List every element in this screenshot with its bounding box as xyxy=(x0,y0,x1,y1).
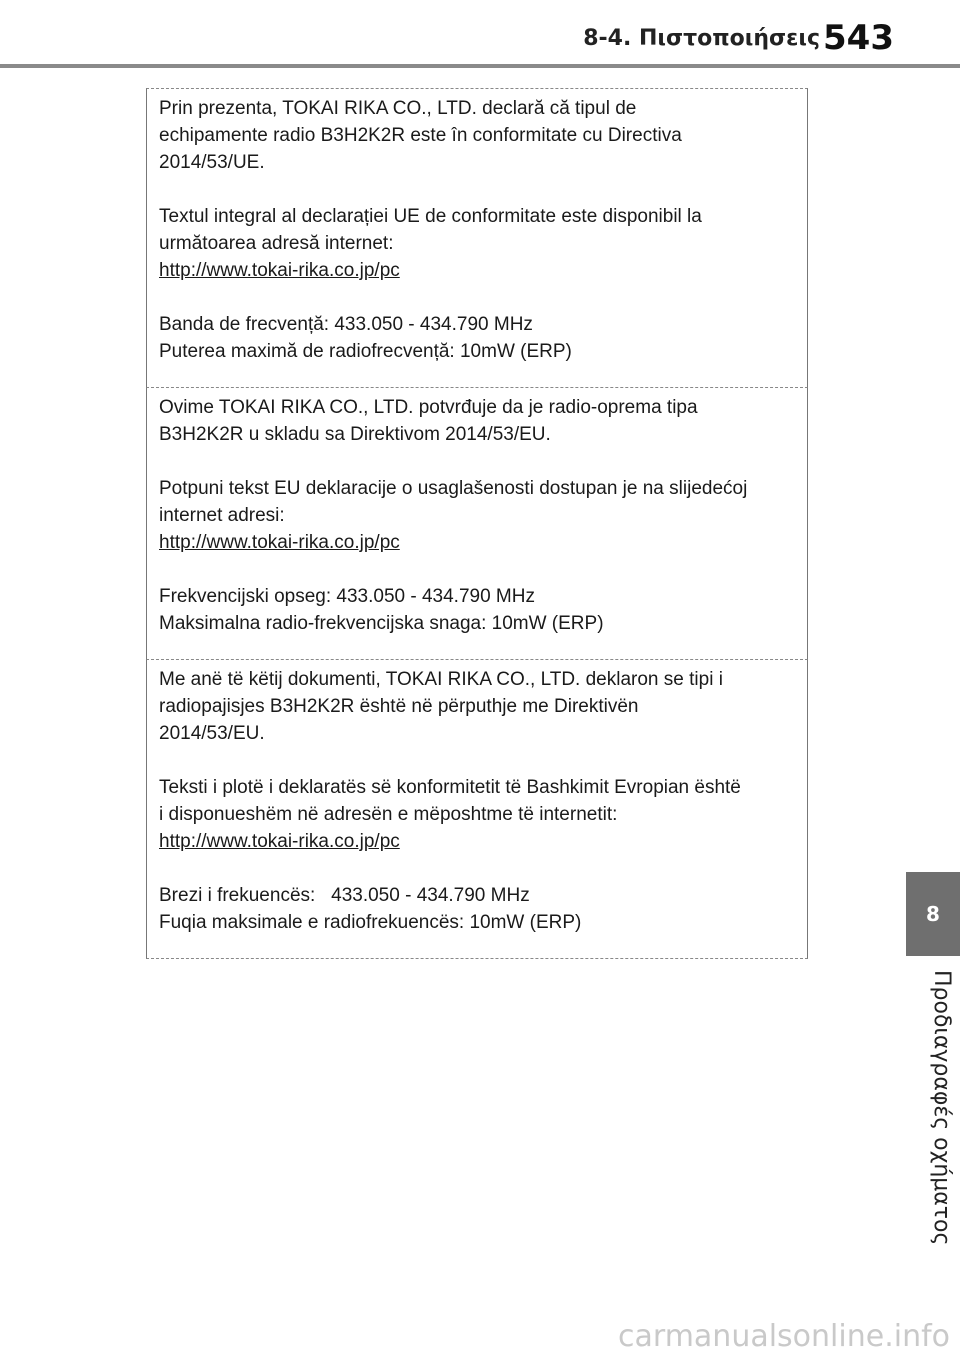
power-line: Fuqia maksimale e radiofrekuencës: 10mW (ERP) xyxy=(159,912,582,933)
declaration-line: Me anë të këtij dokumenti, TOKAI RIKA CO., LTD. deklaron se tipi i xyxy=(159,669,723,690)
declaration-line: Ovime TOKAI RIKA CO., LTD. potvrđuje da je radio-oprema tipa xyxy=(159,397,698,418)
declaration-line: Prin prezenta, TOKAI RIKA CO., LTD. declară că tipul de xyxy=(159,98,637,119)
declaration-line: 2014/53/UE. xyxy=(159,152,265,173)
url-link[interactable]: http://www.tokai-rika.co.jp/pc xyxy=(159,260,400,281)
declaration-block-albanian xyxy=(146,659,808,959)
declaration-line: 2014/53/EU. xyxy=(159,723,265,744)
chapter-number: 8 xyxy=(926,902,940,926)
declaration-block-bosnian xyxy=(146,387,808,659)
frequency-line: Banda de frecvență: 433.050 - 434.790 MHz xyxy=(159,314,533,335)
power-line: Maksimalna radio-frekvencijska snaga: 10mW (ERP) xyxy=(159,613,604,634)
header-rule xyxy=(0,64,960,68)
declaration-line: Teksti i plotë i deklaratës së konformitetit të Bashkimit Evropian është xyxy=(159,777,741,798)
chapter-label: Προδιαγραφές οχήματος xyxy=(929,970,954,1246)
frequency-line: Frekvencijski opseg: 433.050 - 434.790 MHz xyxy=(159,586,535,607)
page-number: 543 xyxy=(823,18,894,58)
declaration-line: echipamente radio B3H2K2R este în conformitate cu Directiva xyxy=(159,125,682,146)
chapter-tab[interactable] xyxy=(906,872,960,956)
declaration-block-romanian xyxy=(146,88,808,387)
declaration-line: Potpuni tekst EU deklaracije o usaglašenosti dostupan je na slijedećoj xyxy=(159,478,748,499)
url-link[interactable]: http://www.tokai-rika.co.jp/pc xyxy=(159,532,400,553)
declaration-line: B3H2K2R u skladu sa Direktivom 2014/53/EU. xyxy=(159,424,551,445)
power-line: Puterea maximă de radiofrecvență: 10mW (ERP) xyxy=(159,341,572,362)
section-title: 8-4. Πιστοποιήσεις xyxy=(583,26,820,51)
declaration-line: internet adresi: xyxy=(159,505,285,526)
declaration-line: i disponueshëm në adresën e mëposhtme të internetit: xyxy=(159,804,618,825)
declaration-line: Textul integral al declarației UE de conformitate este disponibil la xyxy=(159,206,702,227)
url-link[interactable]: http://www.tokai-rika.co.jp/pc xyxy=(159,831,400,852)
watermark: carmanualsonline.info xyxy=(618,1319,950,1354)
declaration-line: următoarea adresă internet: xyxy=(159,233,394,254)
declaration-line: radiopajisjes B3H2K2R është në përputhje me Direktivën xyxy=(159,696,639,717)
frequency-line: Brezi i frekuencës: 433.050 - 434.790 MHz xyxy=(159,885,530,906)
declaration-content xyxy=(146,88,808,959)
